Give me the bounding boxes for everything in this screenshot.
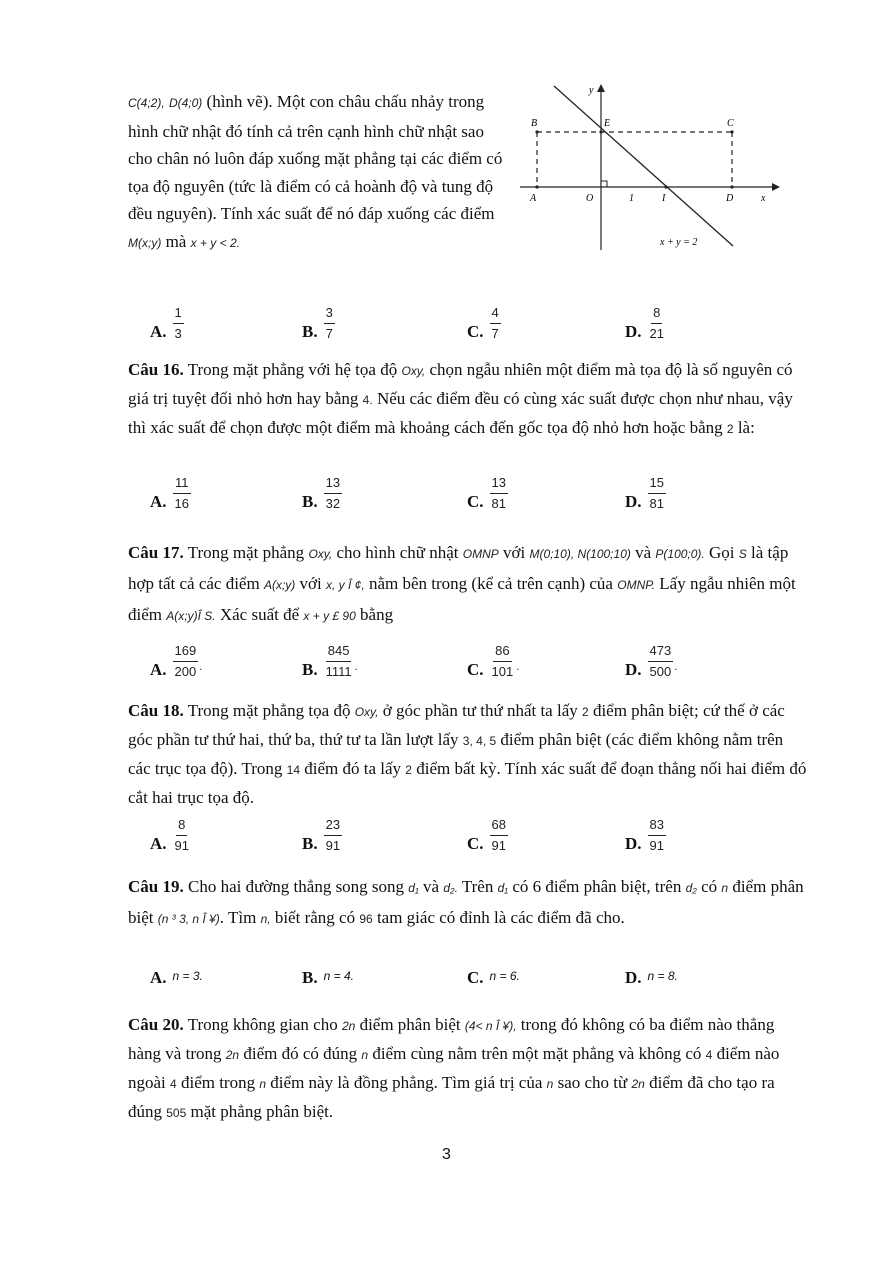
numerator: 68	[490, 817, 508, 836]
page-number: 3	[442, 1146, 451, 1163]
q20-m1: 2n	[341, 1019, 356, 1033]
coordinate-figure	[520, 80, 780, 255]
denominator: 91	[174, 837, 189, 853]
q17-option-d[interactable]	[625, 638, 677, 684]
q17-t9: Lấy ngẫu nhiên một điểm	[128, 574, 796, 624]
denominator: 3	[174, 325, 182, 341]
option-letter: B.	[302, 968, 318, 987]
q17-m8: OMNP.	[617, 578, 656, 592]
q20-m3: 2n	[225, 1048, 240, 1062]
q17-m10: x + y £ 90	[303, 609, 356, 623]
q17-option-a[interactable]	[150, 638, 202, 684]
denominator: 1111	[325, 663, 352, 679]
q16-option-a[interactable]	[150, 470, 191, 516]
fraction	[490, 305, 501, 342]
q16-option-b[interactable]	[302, 470, 342, 516]
q19-t4: có 6 điểm phân biệt, trên	[512, 877, 682, 896]
q19-answers	[150, 958, 790, 998]
y-axis-arrow	[597, 84, 605, 92]
option-letter: C.	[467, 834, 484, 853]
q19-t9: tam giác có đỉnh là các điểm đã cho.	[376, 908, 625, 927]
q18-option-c[interactable]	[467, 812, 508, 858]
q16-option-d[interactable]	[625, 470, 666, 516]
q17-t1: Trong mặt phẳng	[187, 543, 305, 562]
q18-text	[128, 697, 808, 812]
q20-m7: n	[259, 1077, 267, 1091]
q17-m7: x, y Î ¢,	[326, 578, 365, 592]
q17-option-b[interactable]	[302, 638, 358, 684]
denominator: 21	[649, 325, 664, 341]
q20-m6: 4	[170, 1077, 177, 1091]
numerator: 473	[648, 643, 674, 662]
fraction	[324, 817, 342, 854]
q18-m3: 3, 4, 5	[462, 734, 497, 748]
option-letter: A.	[150, 968, 167, 987]
q20-m4: n	[361, 1048, 369, 1062]
q20-m10: 505	[166, 1106, 187, 1120]
q16-m3: 2	[726, 422, 734, 436]
label-x: x	[761, 193, 766, 204]
q20-t8: điểm này là đồng phẳng. Tìm giá trị của	[270, 1073, 543, 1092]
q17-t6: là tập hợp tất cả các điểm	[128, 543, 789, 593]
q19-t3: Trên	[461, 877, 494, 896]
x-axis-arrow	[772, 183, 780, 191]
label-one: 1	[629, 193, 634, 204]
numerator: 3	[324, 305, 335, 324]
denominator: 91	[325, 837, 341, 853]
q20-m5: 4	[705, 1048, 713, 1062]
q20-t3: trong đó không có ba điểm nào thẳng hàng và trong	[128, 1015, 775, 1063]
q19-label: Câu 19.	[128, 877, 184, 896]
q20-t9: sao cho từ	[557, 1073, 628, 1092]
q17-t2: cho hình chữ nhật	[336, 543, 459, 562]
option-value: n = 3.	[172, 969, 203, 983]
q19-t6: điểm phân biệt	[128, 877, 804, 927]
q16-t2: chọn ngẫu nhiên một điểm mà tọa độ là số nguyên có giá trị tuyệt đối nhỏ hơn hay bằng	[128, 360, 793, 408]
q17-t7: với	[299, 574, 322, 593]
denominator: 32	[325, 495, 341, 511]
q19-m7: n,	[260, 912, 271, 926]
q20-m9: 2n	[631, 1077, 645, 1091]
q19-option-c[interactable]	[467, 958, 520, 998]
q15-answers	[150, 300, 790, 346]
q18-m1: Oxy,	[354, 705, 379, 719]
q17-m3: M(0;10), N(100;10)	[529, 547, 631, 561]
option-letter: D.	[625, 834, 642, 853]
denominator: 81	[649, 495, 664, 511]
denominator: 81	[491, 495, 506, 511]
point-c: C(4;2),	[128, 96, 165, 110]
q16-t4: là:	[737, 418, 755, 437]
numerator: 13	[324, 475, 342, 494]
q20-text	[128, 1011, 808, 1127]
fraction	[173, 817, 191, 854]
q18-t6: điểm bất kỳ. Tính xác suất để đoạn thẳng nối hai điểm đó cắt hai trục tọa độ.	[128, 759, 807, 807]
q19-t7: . Tìm	[219, 908, 257, 927]
denominator: 7	[491, 325, 499, 341]
q19-text	[128, 872, 808, 934]
option-letter: C.	[467, 660, 484, 679]
option-letter: D.	[625, 660, 642, 679]
option-value: n = 8.	[647, 969, 678, 983]
q19-t5: có	[701, 877, 718, 896]
q16-t1: Trong mặt phẳng với hệ tọa độ	[187, 360, 398, 379]
option-letter: A.	[150, 322, 167, 341]
numerator: 11	[173, 475, 191, 494]
right-angle-mark	[601, 181, 607, 187]
line-x-plus-y-2	[554, 86, 733, 246]
option-letter: D.	[625, 492, 642, 511]
q15-option-b[interactable]	[302, 300, 335, 346]
q18-answers	[150, 812, 790, 858]
q20-t4: điểm đó có đúng	[243, 1044, 358, 1063]
q16-option-c[interactable]	[467, 470, 508, 516]
q17-t8: nằm bên trong (kể cả trên cạnh) của	[368, 574, 613, 593]
q19-t1: Cho hai đường thẳng song song	[187, 877, 405, 896]
denominator: 500	[649, 663, 672, 679]
q19-t8: biết rằng có	[274, 908, 356, 927]
label-o: O	[586, 193, 594, 204]
option-letter: B.	[302, 322, 318, 341]
q17-m4: P(100;0).	[655, 547, 705, 561]
q18-m2: 2	[582, 705, 589, 719]
option-letter: B.	[302, 492, 318, 511]
fraction	[648, 475, 666, 512]
numerator: 15	[648, 475, 666, 494]
denominator: 91	[491, 837, 506, 853]
q18-m5: 2	[405, 763, 412, 777]
point-d: D(4;0)	[168, 96, 203, 110]
q17-m1: Oxy,	[308, 547, 333, 561]
q15-option-a[interactable]	[150, 300, 184, 346]
q19-m6: (n ³ 3, n Î ¥)	[157, 912, 220, 926]
q20-m2: (4< n Î ¥),	[464, 1019, 517, 1033]
q18-option-a[interactable]	[150, 812, 191, 858]
numerator: 86	[493, 643, 511, 662]
fraction	[490, 475, 508, 512]
q20-t10: điểm đã cho tạo ra đúng	[128, 1073, 775, 1121]
fraction	[490, 817, 508, 854]
q17-text	[128, 538, 808, 631]
option-letter: D.	[625, 322, 642, 341]
q17-t10: Xác suất để	[219, 605, 300, 624]
q20-t7: điểm trong	[180, 1073, 256, 1092]
option-letter: A.	[150, 660, 167, 679]
intro-condition: x + y < 2.	[190, 235, 240, 250]
grid-points	[535, 130, 733, 188]
line-label: x + y = 2	[660, 237, 698, 248]
q19-m1: d₁	[408, 881, 419, 895]
option-letter: B.	[302, 660, 318, 679]
q18-t4: điểm phân biệt (các điểm không nằm trên các trục tọa độ). Trong	[128, 730, 784, 778]
q19-option-a[interactable]	[150, 958, 203, 998]
period: .	[199, 661, 203, 673]
period: .	[674, 661, 678, 673]
q19-option-d[interactable]	[625, 958, 678, 998]
q16-t3: Nếu các điểm đều có cùng xác suất được chọn như nhau, vậy thì xác suất để chọn được một điểm mà khoảng cách đến gốc tọa độ nhỏ hơn hoặc bằng	[128, 389, 793, 437]
q19-m3: d₁	[497, 881, 509, 895]
q18-t1: Trong mặt phẳng tọa độ	[187, 701, 351, 720]
denominator: 101	[491, 663, 514, 679]
q19-m4: d₂	[685, 881, 697, 895]
intro-ma: mà	[165, 231, 187, 251]
period: .	[354, 661, 358, 673]
option-letter: A.	[150, 834, 167, 853]
q19-m8: 96	[359, 912, 373, 926]
intro-body: (hình vẽ). Một con châu chấu nhảy trong hình chữ nhật đó tính cả trên cạnh hình chữ nhật sao cho chân nó luôn đáp xuống mặt phẳng tại các điểm có tọa độ nguyên (tức là điểm có cả hoành độ và tung độ đều nguyên). Tính xác suất để nó đáp xuống các điểm	[128, 92, 503, 223]
fraction	[490, 643, 516, 680]
numerator: 1	[173, 305, 184, 324]
q19-option-b[interactable]	[302, 958, 354, 998]
rectangle-dashed	[537, 132, 732, 187]
numerator: 845	[326, 643, 352, 662]
q17-t11: bằng	[360, 605, 394, 624]
numerator: 13	[490, 475, 508, 494]
numerator: 8	[651, 305, 662, 324]
q17-answers	[150, 638, 790, 684]
option-value: n = 6.	[489, 969, 520, 983]
denominator: 16	[174, 495, 189, 511]
q16-text	[128, 356, 808, 443]
label-y: y	[589, 85, 594, 96]
label-d: D	[726, 193, 734, 204]
label-b: B	[531, 118, 538, 129]
q20-m8: n	[546, 1077, 554, 1091]
q16-m1: Oxy,	[401, 364, 426, 378]
period: .	[516, 661, 520, 673]
numerator: 169	[173, 643, 199, 662]
numerator: 83	[648, 817, 666, 836]
option-letter: D.	[625, 968, 642, 987]
q19-m2: d₂.	[443, 881, 458, 895]
q18-label: Câu 18.	[128, 701, 184, 720]
label-c: C	[727, 118, 734, 129]
option-value: n = 4.	[323, 969, 354, 983]
q18-m4: 14	[286, 763, 300, 777]
q17-t3: với	[503, 543, 526, 562]
fraction	[324, 305, 335, 342]
q17-t5: Gọi	[709, 543, 735, 562]
label-e: E	[604, 118, 611, 129]
option-letter: A.	[150, 492, 167, 511]
q18-t2: ở góc phần tư thứ nhất ta lấy	[382, 701, 578, 720]
q18-t3: điểm phân biệt; cứ thế ở các góc phần tư thứ hai, thứ ba, thứ tư ta lần lượt lấy	[128, 701, 785, 749]
fraction	[648, 817, 666, 854]
fraction	[173, 475, 191, 512]
q20-t2: điểm phân biệt	[359, 1015, 461, 1034]
q17-m9: A(x;y)Î S.	[166, 609, 216, 623]
label-i: I	[662, 193, 666, 204]
q19-m5: n	[721, 881, 729, 895]
fraction	[324, 643, 354, 680]
q17-option-c[interactable]	[467, 638, 519, 684]
q17-m2: OMNP	[462, 547, 499, 561]
option-letter: C.	[467, 968, 484, 987]
q18-option-b[interactable]	[302, 812, 342, 858]
q18-option-d[interactable]	[625, 812, 666, 858]
q20-t1: Trong không gian cho	[187, 1015, 338, 1034]
q17-label: Câu 17.	[128, 543, 184, 562]
fraction	[173, 305, 184, 342]
fraction	[648, 643, 674, 680]
q16-label: Câu 16.	[128, 360, 184, 379]
q15-intro-text	[128, 88, 508, 257]
option-letter: C.	[467, 492, 484, 511]
q20-label: Câu 20.	[128, 1015, 184, 1034]
q15-option-d[interactable]	[625, 300, 666, 346]
numerator: 8	[176, 817, 187, 836]
q20-t5: điểm cùng nằm trên một mặt phẳng và không có	[372, 1044, 702, 1063]
point-m: M(x;y)	[128, 235, 162, 250]
q16-m2: 4.	[362, 393, 373, 407]
option-letter: B.	[302, 834, 318, 853]
fraction	[324, 475, 342, 512]
q17-m5: S	[738, 547, 747, 561]
denominator: 200	[174, 663, 197, 679]
q19-t2: và	[423, 877, 440, 896]
denominator: 91	[649, 837, 664, 853]
option-letter: C.	[467, 322, 484, 341]
q20-t11: mặt phẳng phân biệt.	[190, 1102, 334, 1121]
numerator: 23	[324, 817, 342, 836]
q16-answers	[150, 470, 790, 516]
q17-t4: và	[635, 543, 652, 562]
q20-t6: điểm nào ngoài	[128, 1044, 780, 1092]
q18-t5: điểm đó ta lấy	[304, 759, 402, 778]
axes	[520, 90, 772, 250]
label-a: A	[530, 193, 537, 204]
numerator: 4	[490, 305, 501, 324]
q15-option-c[interactable]	[467, 300, 501, 346]
fraction	[173, 643, 199, 680]
q17-m6: A(x;y)	[263, 578, 296, 592]
fraction	[648, 305, 666, 342]
denominator: 7	[325, 325, 333, 341]
